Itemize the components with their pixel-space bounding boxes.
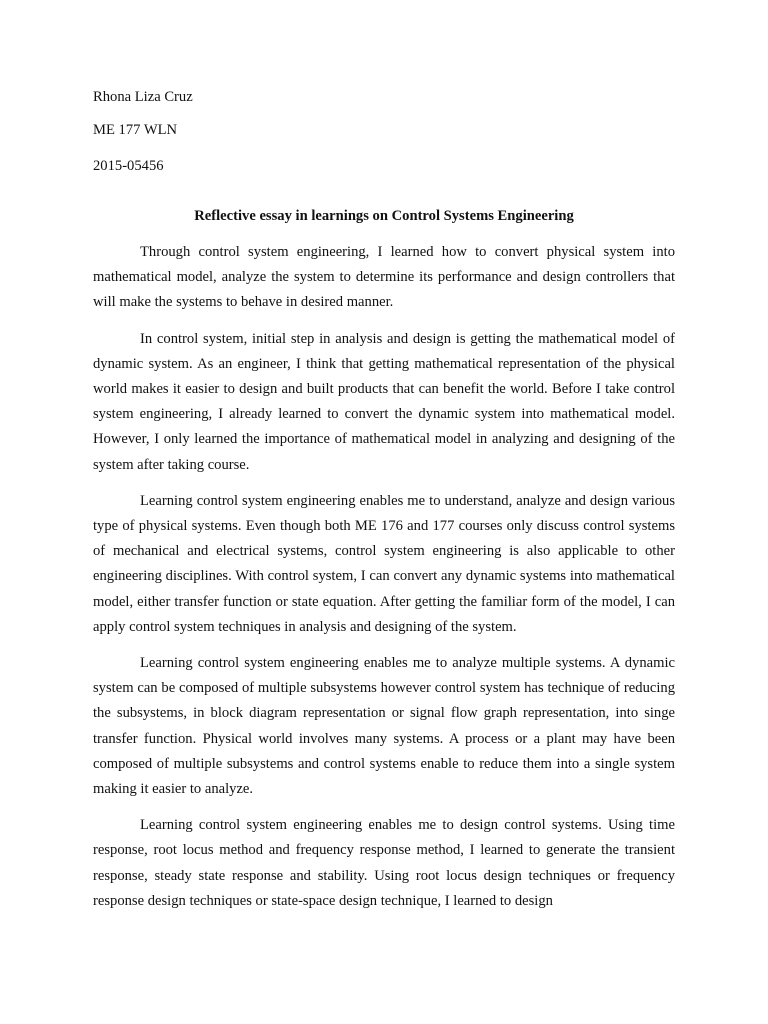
student-number: 2015-05456 bbox=[93, 158, 164, 174]
paragraph: Learning control system engineering enables me to analyze multiple systems. A dynamic system can be composed of multiple subsystems however control system has technique of reducing the subsystems, in block diagram representation or signal flow graph representation, into singe transfer function. Physical world involves many systems. A process or a plant may have been composed of multiple subsystems and control systems enable to reduce them into a single system making it easier to analyze. bbox=[93, 655, 675, 798]
paragraph: Learning control system engineering enables me to design control systems. Using time response, root locus method and frequency response method, I learned to generate the transient response, steady state response and stability. Using root locus design techniques or frequency response design techniques or state-space design technique, I learned to design bbox=[93, 817, 675, 909]
essay-body bbox=[93, 240, 675, 914]
paragraph: Learning control system engineering enables me to understand, analyze and design various type of physical systems. Even though both ME 176 and 177 courses only discuss control systems of mechanical and electrical systems, control system engineering is also applicable to other engineering disciplines. With control system, I can convert any dynamic systems into mathematical model, either transfer function or state equation. After getting the familiar form of the model, I can apply control system techniques in analysis and designing of the system. bbox=[93, 492, 675, 635]
essay-title: Reflective essay in learnings on Control Systems Engineering bbox=[194, 208, 574, 224]
course-code: ME 177 WLN bbox=[93, 122, 178, 138]
paragraph: Through control system engineering, I learned how to convert physical system into mathematical model, analyze the system to determine its performance and design controllers that will make the systems to behave in desired manner. bbox=[93, 244, 675, 311]
paragraph: In control system, initial step in analysis and design is getting the mathematical model of dynamic system. As an engineer, I think that getting mathematical representation of the physical world makes it easier to design and built products that can benefit the world. Before I take control system engineering, I already learned to convert the dynamic system into mathematical model. However, I only learned the importance of mathematical model in analyzing and designing of the system after taking course. bbox=[93, 330, 675, 473]
author-name: Rhona Liza Cruz bbox=[93, 89, 193, 105]
